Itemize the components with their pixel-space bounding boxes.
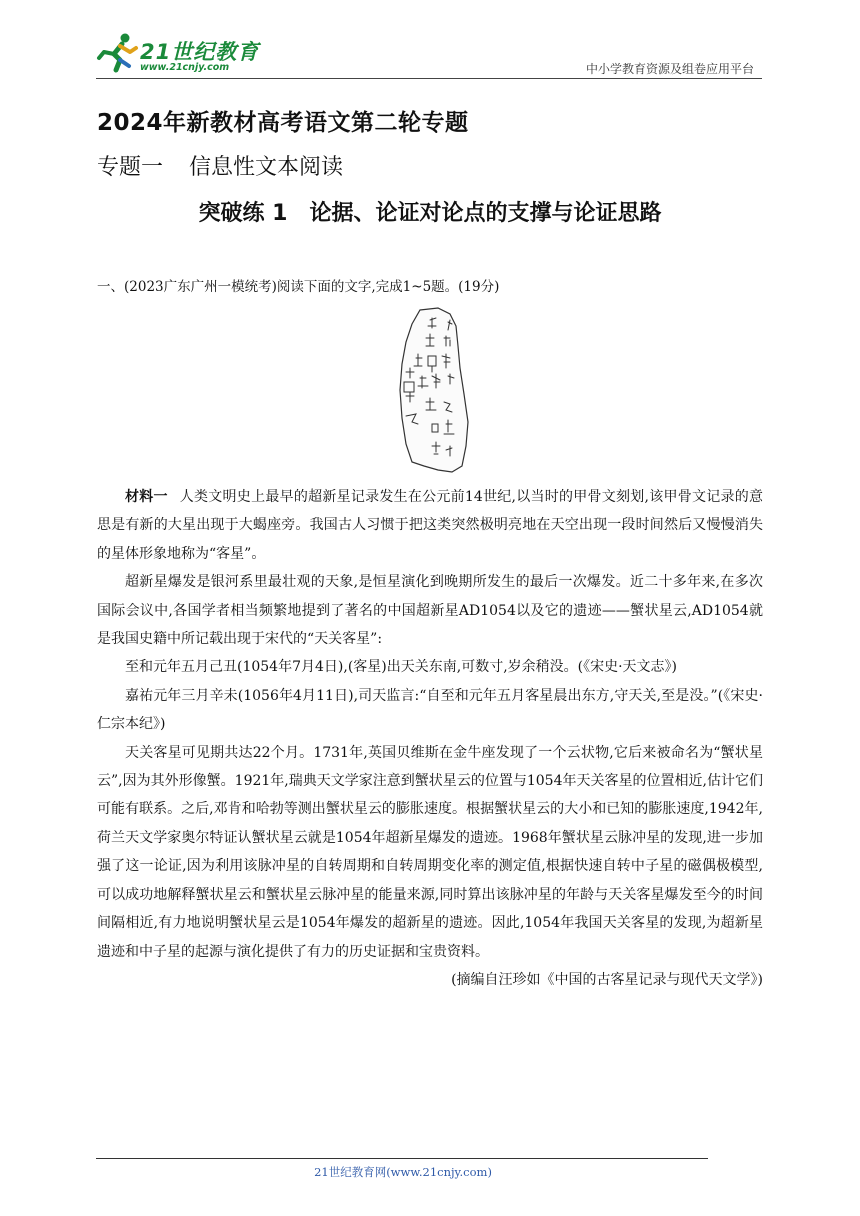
- paragraph: 天关客星可见期共达22个月。1731年,英国贝维斯在金牛座发现了一个云状物,它后来被命名为“蟹状星云”,因为其外形像蟹。1921年,瑞典天文学家注意到蟹状星云的位置与1054年天关客星的位置相近,估计它们可能有联系。之后,邓肯和哈勃等测出蟹状星云的膨胀速度。根据蟹状星云的大小和已知的膨胀速度,1942年,荷兰天文学家奥尔特证认蟹状星云就是1054年超新星爆发的遗迹。1968年蟹状星云脉冲星的发现,进一步加强了这一论证,因为利用该脉冲星的自转周期和自转周期变化率的测定值,根据快速自转中子星的磁偶极模型,可以成功地解释蟹状星云和蟹状星云脉冲星的能量来源,同时算出该脉冲星的年龄与天关客星爆发至今的时间间隔相近,有力地说明蟹状星云是1054年爆发的超新星的遗迹。因此,1054年我国天关客星的发现,为超新星遗迹和中子星的起源与演化提供了有力的历史证据和宝贵资料。: [97, 744, 763, 960]
- oracle-bone-image: [398, 306, 470, 474]
- paragraph: 嘉祐元年三月辛未(1056年4月11日),司天监言:“自至和元年五月客星晨出东方,守天关,至是没。”(《宋史·仁宗本纪》): [97, 687, 763, 733]
- logo-url: www.21cnjy.com: [140, 62, 230, 73]
- paragraph: [97, 483, 763, 568]
- question-header: 一、(2023广东广州一模统考)阅读下面的文字,完成1~5题。(19分): [97, 279, 500, 295]
- source-citation: (摘编自汪珍如《中国的古客星记录与现代天文学》): [451, 971, 763, 988]
- header-divider: [96, 78, 762, 79]
- section-title: [0, 196, 860, 227]
- topic-title: [97, 150, 343, 181]
- paragraph: 超新星爆发是银河系里最壮观的天象,是恒星演化到晚期所发生的最后一次爆发。近二十多年来,在多次国际会议中,各国学者相当频繁地提到了著名的中国超新星AD1054以及它的遗迹——蟹状星云,AD1054就是我国史籍中所记载出现于宋代的“天关客星”:: [97, 574, 763, 648]
- footer-divider: [96, 1158, 708, 1159]
- material-label: 材料一: [125, 489, 168, 505]
- logo-text: 21世纪教育: [140, 40, 260, 64]
- site-logo[interactable]: [96, 30, 266, 78]
- paragraph: 至和元年五月己丑(1054年7月4日),(客星)出天关东南,可数寸,岁余稍没。(《宋史·天文志》): [125, 659, 678, 676]
- section-number: 突破练 1: [198, 201, 288, 226]
- runner-icon: [96, 30, 140, 76]
- topic-number: 专题一: [97, 155, 164, 180]
- section-name: 论据、论证对论点的支撑与论证思路: [309, 201, 662, 226]
- topic-name: 信息性文本阅读: [189, 155, 344, 180]
- platform-tagline: 中小学教育资源及组卷应用平台: [585, 62, 754, 76]
- page-title: 2024年新教材高考语文第二轮专题: [97, 110, 469, 136]
- page-header: [96, 30, 762, 80]
- paragraph-text: 人类文明史上最早的超新星记录发生在公元前14世纪,以当时的甲骨文刻划,该甲骨文记录的意思是有新的大星出现于大蝎座旁。我国古人习惯于把这类突然极明亮地在天空出现一段时间然后又慢慢消失的星体形象地称为“客星”。: [97, 489, 764, 562]
- article-body: [97, 483, 763, 994]
- footer-link[interactable]: 21世纪教育网(www.21cnjy.com): [314, 1165, 492, 1179]
